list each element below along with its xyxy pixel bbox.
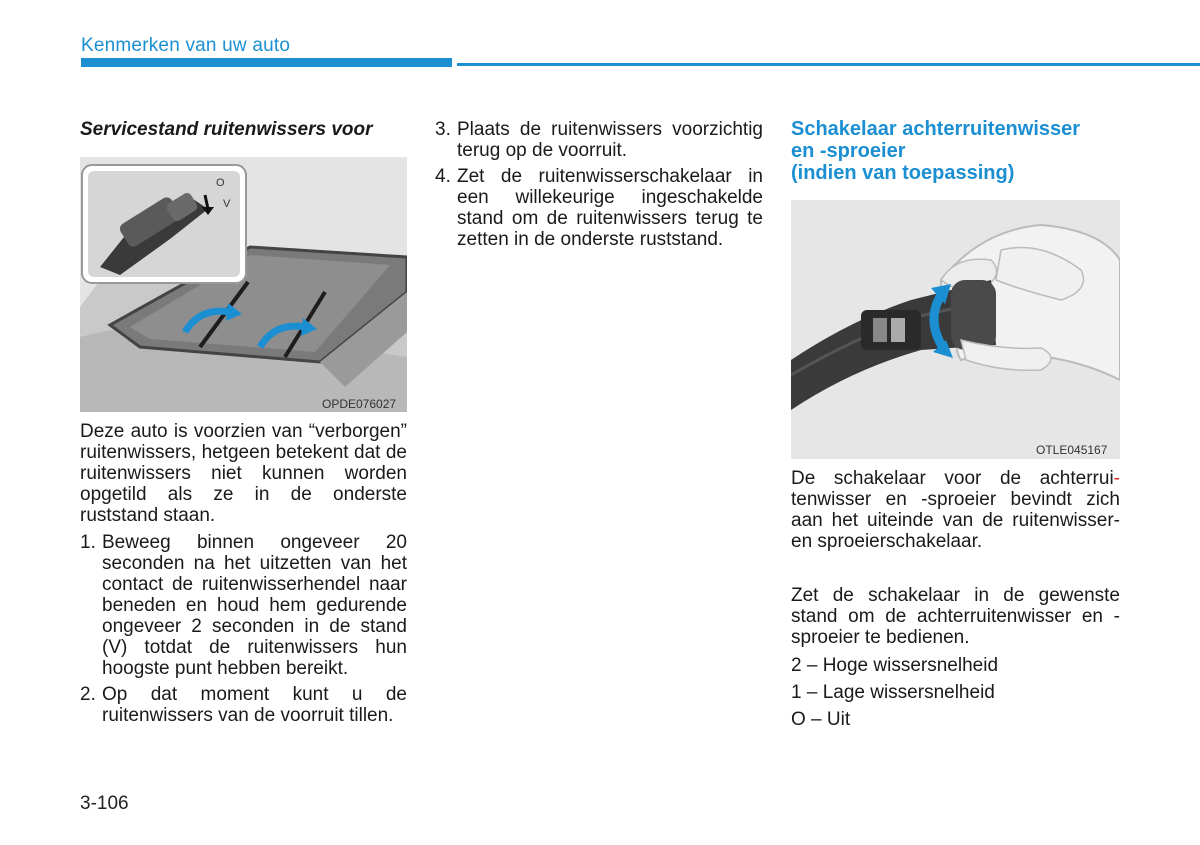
hyphen: - [1113, 468, 1120, 489]
heading-line: (indien van toepassing) [791, 162, 1015, 184]
step-text: Plaats de ruitenwissers voorzichtig terug op de voorruit. [457, 119, 763, 161]
middle-steps [435, 119, 763, 250]
location-paragraph [791, 468, 1120, 552]
para-text: De schakelaar voor de achterrui [791, 468, 1114, 489]
figure-code: OPDE076027 [322, 397, 397, 411]
list-item: 2 – Hoge wissersnelheid [791, 655, 999, 676]
right-body [791, 468, 1120, 552]
windshield-wiper-figure [80, 157, 407, 412]
intro-paragraph: Deze auto is voorzien van “verborgen” ruitenwissers, hetgeen betekent dat de ruitenwissers niet kunnen worden opgetild als ze in de onderste ruststand staan. [80, 421, 407, 526]
list-item: O – Uit [791, 709, 851, 730]
operate-paragraph: Zet de schakelaar in de gewenste stand om de achterruitenwisser en -sproeier te bedienen. [791, 585, 1120, 648]
list-item [80, 684, 407, 726]
rear-wiper-switch-illustration [791, 200, 1120, 459]
heading-line: Schakelaar achterruitenwisser [791, 118, 1081, 140]
step-number: 4. [435, 166, 451, 187]
step-text: Beweeg binnen ongeveer 20 seconden na het uitzetten van het contact de ruitenwisserhendel naar beneden en houd hem gedurende ongeveer 2 seconden in de stand (V) totdat de ruitenwissers hun hoogste punt hebben bereikt. [102, 532, 407, 679]
down-symbol: V [223, 198, 231, 210]
header-rule-thin [457, 63, 1200, 66]
step-number: 2. [80, 684, 96, 705]
step-number: 3. [435, 119, 451, 140]
windshield-wiper-illustration [80, 157, 407, 412]
modes-list [791, 655, 1120, 730]
middle-body [435, 119, 763, 255]
list-item [435, 119, 763, 161]
rear-wiper-switch-figure [791, 200, 1120, 459]
rear-wiper-heading [791, 118, 1120, 184]
header-rule-thick [81, 58, 452, 67]
list-item [435, 166, 763, 250]
left-body [80, 421, 407, 731]
page-number: 3-106 [80, 793, 129, 814]
para-text: tenwisser en -sproeier bevindt zich aan het uiteinde van de ruitenwisser-en sproeierschakelaar. [791, 489, 1120, 552]
list-item: 1 – Lage wissersnelheid [791, 682, 995, 703]
service-mode-heading: Servicestand ruitenwissers voor [80, 119, 373, 140]
right-heading-block [791, 118, 1120, 184]
off-symbol: O [216, 177, 225, 189]
heading-line: en -sproeier [791, 140, 906, 162]
list-item [80, 532, 407, 679]
step-text: Zet de ruitenwisserschakelaar in een willekeurige ingeschakelde stand om de ruitenwissers terug te zetten in de onderste ruststand. [457, 166, 763, 250]
left-steps [80, 532, 407, 726]
figure-code: OTLE045167 [1036, 443, 1108, 457]
step-text: Op dat moment kunt u de ruitenwissers van de voorruit tillen. [102, 684, 407, 726]
section-title: Kenmerken van uw auto [81, 35, 291, 56]
step-number: 1. [80, 532, 96, 553]
